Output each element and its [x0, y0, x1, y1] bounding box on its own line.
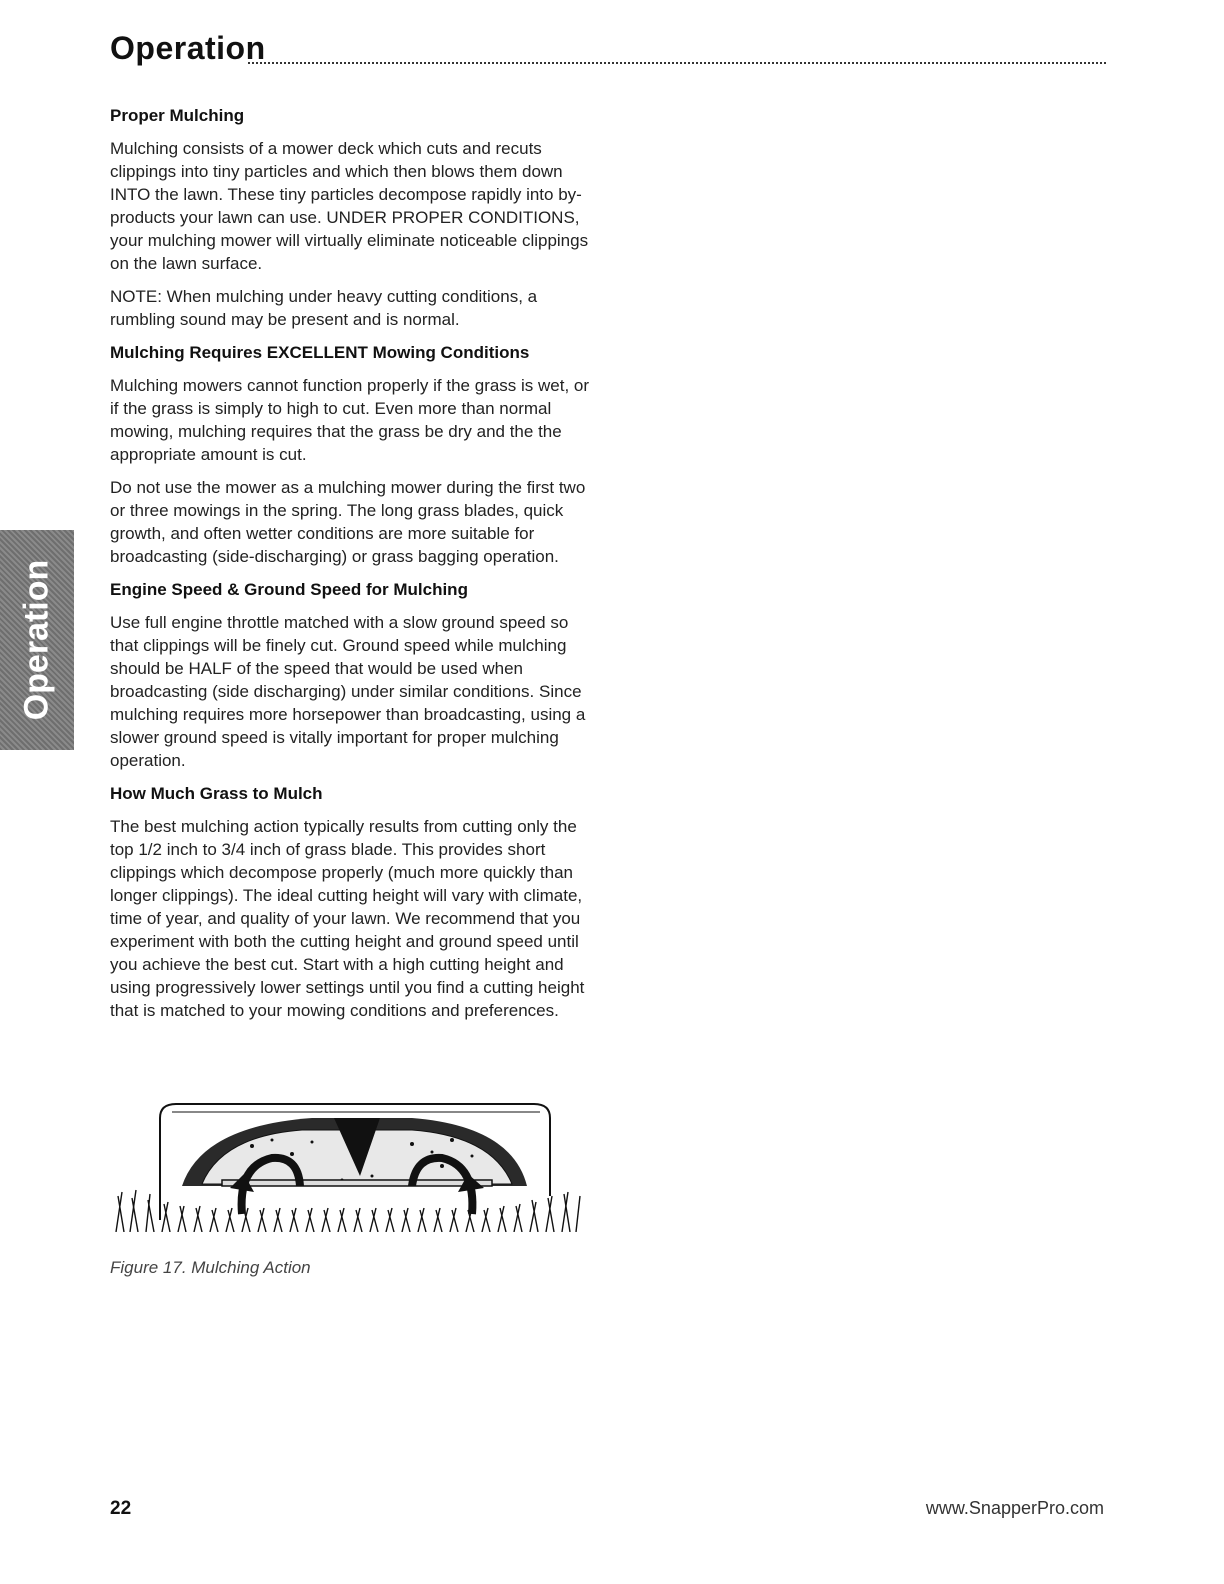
mulching-action-illustration: [112, 1096, 582, 1232]
main-content: [110, 104, 598, 1032]
section-heading: Engine Speed & Ground Speed for Mulching: [110, 580, 468, 599]
paragraph: The best mulching action typically results from cutting only the top 1/2 inch to 3/4 inch of grass blade. This provides short clippings which decompose properly (much more quickly than longer clippings). The ideal cutting height will vary with climate, time of year, and quality of your lawn. We recommend that you experiment with both the cutting height and ground speed until you achieve the best cut. Start with a high cutting height and using progressively lower settings until you find a cutting height that is matched to your mowing conditions and preferences.: [110, 817, 585, 1020]
paragraph: Mulching consists of a mower deck which cuts and recuts clippings into tiny particles and which then blows them down INTO the lawn. These tiny particles decompose rapidly into by-products your lawn can use. UNDER PROPER CONDITIONS, your mulching mower will virtually eliminate noticeable clippings on the lawn surface.: [110, 139, 589, 273]
paragraph: Use full engine throttle matched with a slow ground speed so that clippings will be finely cut. Ground speed while mulching should be HALF of the speed that would be used when broadcasting (side discharging) under similar conditions. Since mulching requires more horsepower than broadcasting, using a slower ground speed is vitally important for proper mulching operation.: [110, 613, 586, 770]
section-side-tab: [0, 530, 74, 750]
side-tab-label: Operation: [17, 559, 56, 721]
page-title: Operation: [110, 30, 266, 66]
section-heading: How Much Grass to Mulch: [110, 784, 323, 803]
figure-caption: Figure 17. Mulching Action: [110, 1258, 311, 1277]
paragraph: Mulching mowers cannot function properly if the grass is wet, or if the grass is simply to high to cut. Even more than normal mowing, mulching requires that the grass be dry and the the appropriate amount is cut.: [110, 376, 590, 464]
footer-url: www.SnapperPro.com: [925, 1498, 1104, 1518]
header-rule: [248, 62, 1106, 64]
paragraph: NOTE: When mulching under heavy cutting conditions, a rumbling sound may be present and is normal.: [110, 287, 538, 329]
section-heading: Proper Mulching: [110, 106, 245, 125]
section-heading: Mulching Requires EXCELLENT Mowing Conditions: [110, 343, 530, 362]
page-number: 22: [110, 1498, 132, 1519]
paragraph: Do not use the mower as a mulching mower during the first two or three mowings in the spring. The long grass blades, quick growth, and often wetter conditions are more suitable for broadcasting (side-discharging) or grass bagging operation.: [110, 478, 586, 566]
